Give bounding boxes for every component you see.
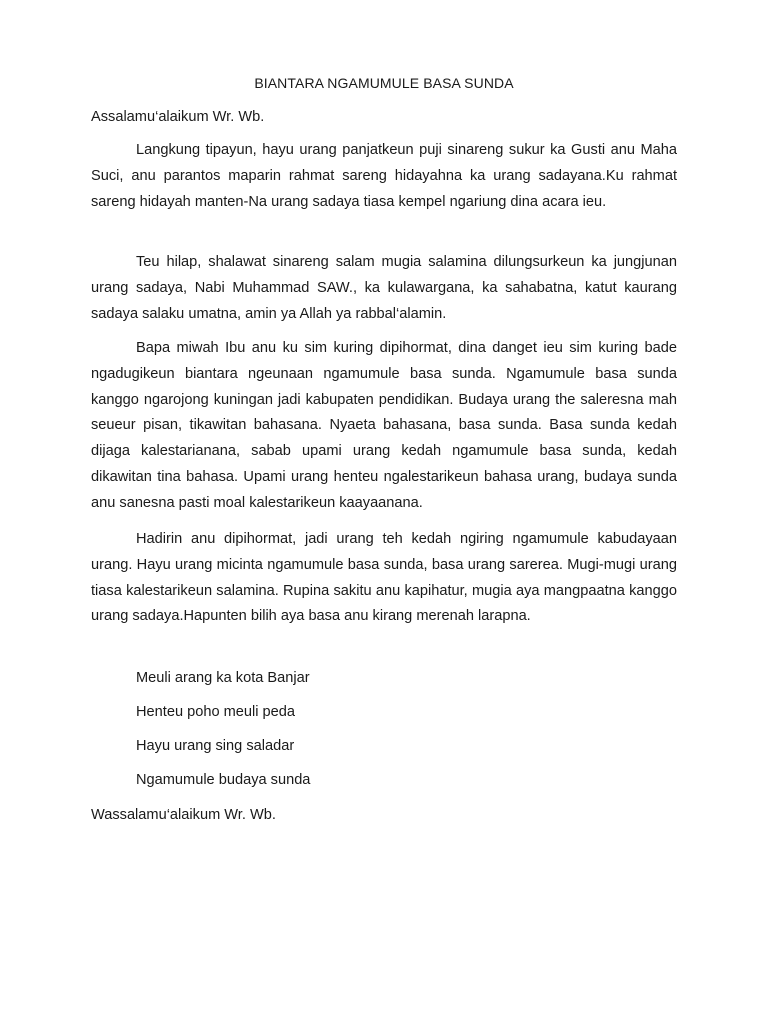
verse-line: Henteu poho meuli peda	[136, 704, 296, 720]
paragraph-opening-praise: Langkung tipayun, hayu urang panjatkeun puji sinareng sukur ka Gusti anu Maha Suci, anu parantos maparin rahmat sareng hidayahna ka urang sadayana.Ku rahmat sareng hidayah manten-Na urang sadaya tiasa kempel ngariung dina acara ieu.	[91, 142, 677, 210]
paragraph-main-speech: Bapa miwah Ibu anu ku sim kuring dipihormat, dina danget ieu sim kuring bade ngadugikeun biantara ngeunaan ngamumule basa sunda. Ngamumule basa sunda kanggo ngarojong kuningan jadi kabupaten pendidikan. Budaya urang the saleresna mah seueur pisan, tikawitan bahasana. Nyaeta bahasana, basa sunda. Basa sunda kedah dijaga kalestarianana, sabab upami urang kedah ngamumule basa sunda, kedah dikawitan tina bahasa. Upami urang henteu ngalestarikeun bahasa urang, budaya sunda anu sanesna pasti moal kalestarikeun kaayaanana.	[91, 340, 677, 511]
paragraph-shalawat: Teu hilap, shalawat sinareng salam mugia salamina dilungsurkeun ka jungjunan urang sadaya, Nabi Muhammad SAW., ka kulawargana, ka sahabatna, katut kaurang sadaya salaku umatna, amin ya Allah ya rabbal‘alamin.	[91, 254, 677, 322]
paragraph-conclusion: Hadirin anu dipihormat, jadi urang teh kedah ngiring ngamumule kabudayaan urang. Hayu urang micinta ngamumule basa sunda, basa urang sarerea. Mugi-mugi urang tiasa kalestarikeun salamina. Rupina sakitu anu kapihatur, mugia aya mangpaatna kanggo urang sadaya.Hapunten bilih aya basa anu kirang merenah larapna.	[91, 531, 677, 625]
document-title: BIANTARA NGAMUMULE BASA SUNDA	[254, 75, 514, 91]
verse-line: Hayu urang sing saladar	[136, 738, 295, 754]
verse-line: Meuli arang ka kota Banjar	[136, 670, 310, 686]
verse-line: Ngamumule budaya sunda	[136, 772, 311, 788]
closing-greeting: Wassalamu‘alaikum Wr. Wb.	[91, 807, 276, 823]
opening-greeting: Assalamu‘alaikum Wr. Wb.	[91, 109, 265, 125]
